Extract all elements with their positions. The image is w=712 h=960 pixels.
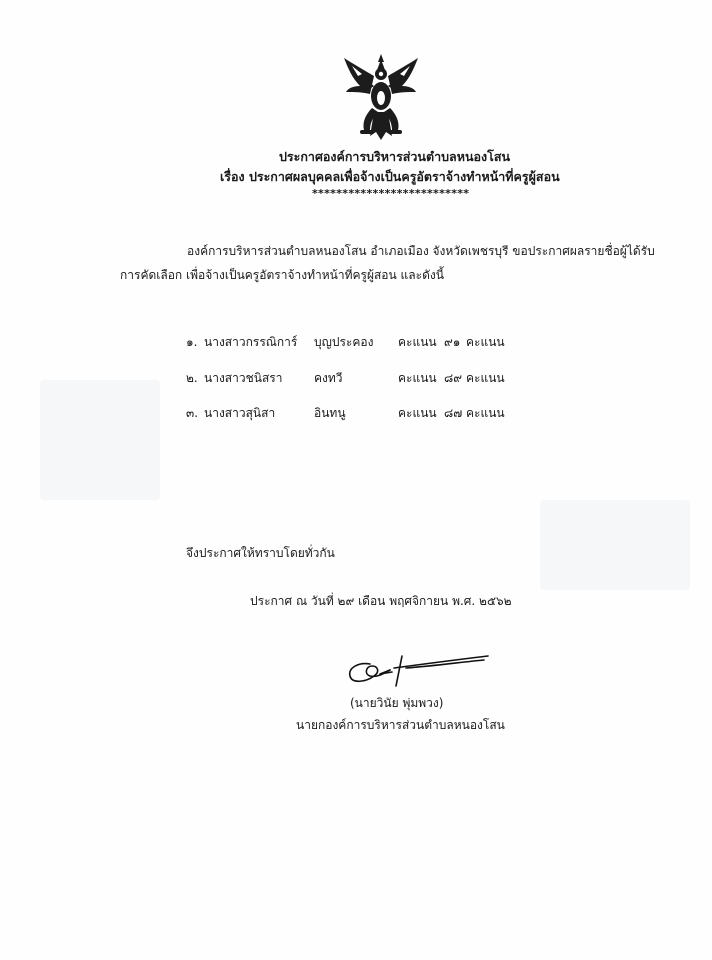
result-row — [186, 404, 526, 422]
signer-position: นายกองค์การบริหารส่วนตำบลหนองโสน — [296, 718, 505, 732]
result-name: นางสาวชนิสรา — [204, 371, 283, 385]
announcement-date: ประกาศ ณ วันที่ ๒๙ เดือน พฤศจิกายน พ.ศ. ๒๕๖๒ — [250, 594, 512, 608]
result-number: ๑. — [186, 335, 198, 349]
result-score-unit: คะแนน — [466, 371, 505, 385]
result-surname: บุญประคอง — [314, 335, 374, 349]
result-score-unit: คะแนน — [466, 335, 505, 349]
handwritten-signature — [344, 648, 494, 690]
result-score-label: คะแนน — [398, 371, 437, 385]
result-score: ๘๙ — [444, 371, 463, 385]
result-score-unit: คะแนน — [466, 406, 505, 420]
intro-line-2: การคัดเลือก เพื่อจ้างเป็นครูอัตราจ้างทำหน้าที่ครูผู้สอน และดังนี้ — [120, 268, 444, 282]
result-row — [186, 369, 526, 387]
result-number: ๓. — [186, 406, 199, 420]
signer-name: (นายวินัย พุ่มพวง) — [350, 696, 444, 710]
result-score: ๙๑ — [444, 335, 461, 349]
background-smudge — [540, 500, 690, 590]
garuda-emblem-icon — [340, 52, 422, 142]
result-surname: คงทวี — [314, 371, 343, 385]
divider-stars: ************************** — [312, 187, 470, 200]
result-score: ๘๗ — [444, 406, 463, 420]
result-number: ๒. — [186, 371, 198, 385]
result-name: นางสาวสุนิสา — [204, 406, 276, 420]
result-row — [186, 333, 526, 351]
announcement-title: ประกาศองค์การบริหารส่วนตำบลหนองโสน — [279, 149, 510, 164]
result-surname: อินทนู — [314, 406, 346, 420]
result-score-label: คะแนน — [398, 335, 437, 349]
result-score-label: คะแนน — [398, 406, 437, 420]
result-name: นางสาวกรรณิการ์ — [204, 335, 298, 349]
announcement-subject: เรื่อง ประกาศผลบุคคลเพื่อจ้างเป็นครูอัตราจ้างทำหน้าที่ครูผู้สอน — [220, 169, 560, 184]
background-smudge — [40, 380, 160, 500]
intro-line-1: องค์การบริหารส่วนตำบลหนองโสน อำเภอเมือง จังหวัดเพชรบุรี ขอประกาศผลรายชื่อผู้ได้รับ — [187, 244, 655, 258]
closing-statement: จึงประกาศให้ทราบโดยทั่วกัน — [186, 546, 335, 560]
